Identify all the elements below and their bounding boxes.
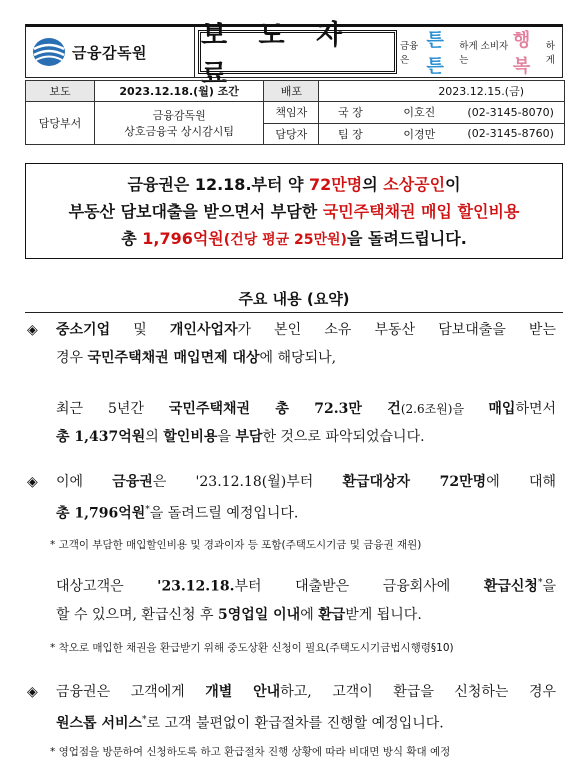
paragraph-5: 금융권은 고객에게 개별 안내하고, 고객이 환급을 신청하는 경우 원스톱 서비스*로 고객 불편없이 환급절차를 진행할 예정입니다. (56, 684, 556, 732)
logo-text: 금융감독원 (72, 43, 147, 62)
distribute-label: 배포 (264, 81, 319, 102)
paragraph-2: 최근 5년간 국민주택채권 총 72.3만 건(2.6조원)을 매입하면서 총 1,437억원의 할인비용을 부담한 것으로 파악되었습니다. (56, 401, 557, 445)
distribute-date: 2023.12.15.(금) (319, 81, 565, 102)
headline-line3: 총 1,796억원(건당 평균 25만원)을 돌려드립니다. (121, 229, 467, 248)
headline-line2: 부동산 담보대출을 받으면서 부담한 국민주택채권 매입 할인비용 (68, 202, 520, 221)
footnote-3: * 영업점을 방문하여 신청하도록 하고 환급절차 진행 상황에 따라 비대면 방식 확대 예정 (50, 746, 451, 758)
name-cell: 이호진 (381, 102, 457, 124)
footnote-1: * 고객이 부담한 매입할인비용 및 경과이자 등 포함(주택도시기금 및 금융권 재원) (50, 539, 422, 551)
info-table (25, 80, 565, 145)
slogan-mid: 하게 소비자는 (459, 41, 509, 66)
name-cell: 이경만 (381, 123, 457, 145)
summary-divider (25, 312, 563, 313)
phone-cell: (02-3145-8760) (457, 123, 564, 145)
press-header (25, 20, 563, 90)
paragraph-1: 중소기업 및 개인사업자가 본인 소유 부동산 담보대출을 받는 경우 국민주택채권 매입면제 대상에 해당되나, (56, 322, 556, 366)
title-cell: 국 장 (319, 102, 382, 124)
role-cell: 담당자 (264, 123, 319, 145)
footnote-2: * 착오로 매입한 채권을 환급받기 위해 중도상환 신청이 필요(주택도시기금법시행령§10) (50, 642, 454, 654)
dept-label: 담당부서 (26, 102, 95, 145)
paragraph-3: 이에 금융권은 '23.12.18(월)부터 환급대상자 72만명에 대해 총 1,796억원*을 돌려드릴 예정입니다. (56, 474, 556, 522)
press-release-title: 보 도 자 료 (198, 30, 397, 74)
bullet-icon: ◈ (27, 684, 38, 700)
fss-logo (26, 27, 195, 77)
slogan (400, 27, 562, 77)
slogan-post: 하게 (545, 41, 555, 66)
headline-line1: 금융권은 12.18.부터 약 72만명의 소상공인이 (127, 175, 461, 194)
bullet-icon: ◈ (27, 474, 38, 490)
slogan-big2: 행복 (512, 30, 531, 77)
slogan-pre: 금융은 (400, 41, 419, 66)
report-label: 보도 (26, 81, 95, 102)
title-cell: 팀 장 (319, 123, 382, 145)
headline (25, 171, 563, 254)
fss-emblem-icon (32, 37, 66, 67)
dept-name (95, 102, 264, 145)
dept-line1: 금융감독원 (152, 109, 206, 122)
summary-title: 주요 내용 (요약) (238, 290, 350, 308)
report-date: 2023.12.18.(월) 조간 (95, 81, 264, 102)
role-cell: 책임자 (264, 102, 319, 124)
phone-cell: (02-3145-8070) (457, 102, 564, 124)
bullet-icon: ◈ (27, 322, 38, 338)
paragraph-4: 대상고객은 '23.12.18.부터 대출받은 금융회사에 환급신청*을 할 수 있으며, 환급신청 후 5영업일 이내에 환급받게 됩니다. (56, 578, 556, 623)
dept-line2: 상호금융국 상시감시팀 (124, 125, 235, 138)
slogan-big1: 튼튼 (426, 30, 444, 77)
